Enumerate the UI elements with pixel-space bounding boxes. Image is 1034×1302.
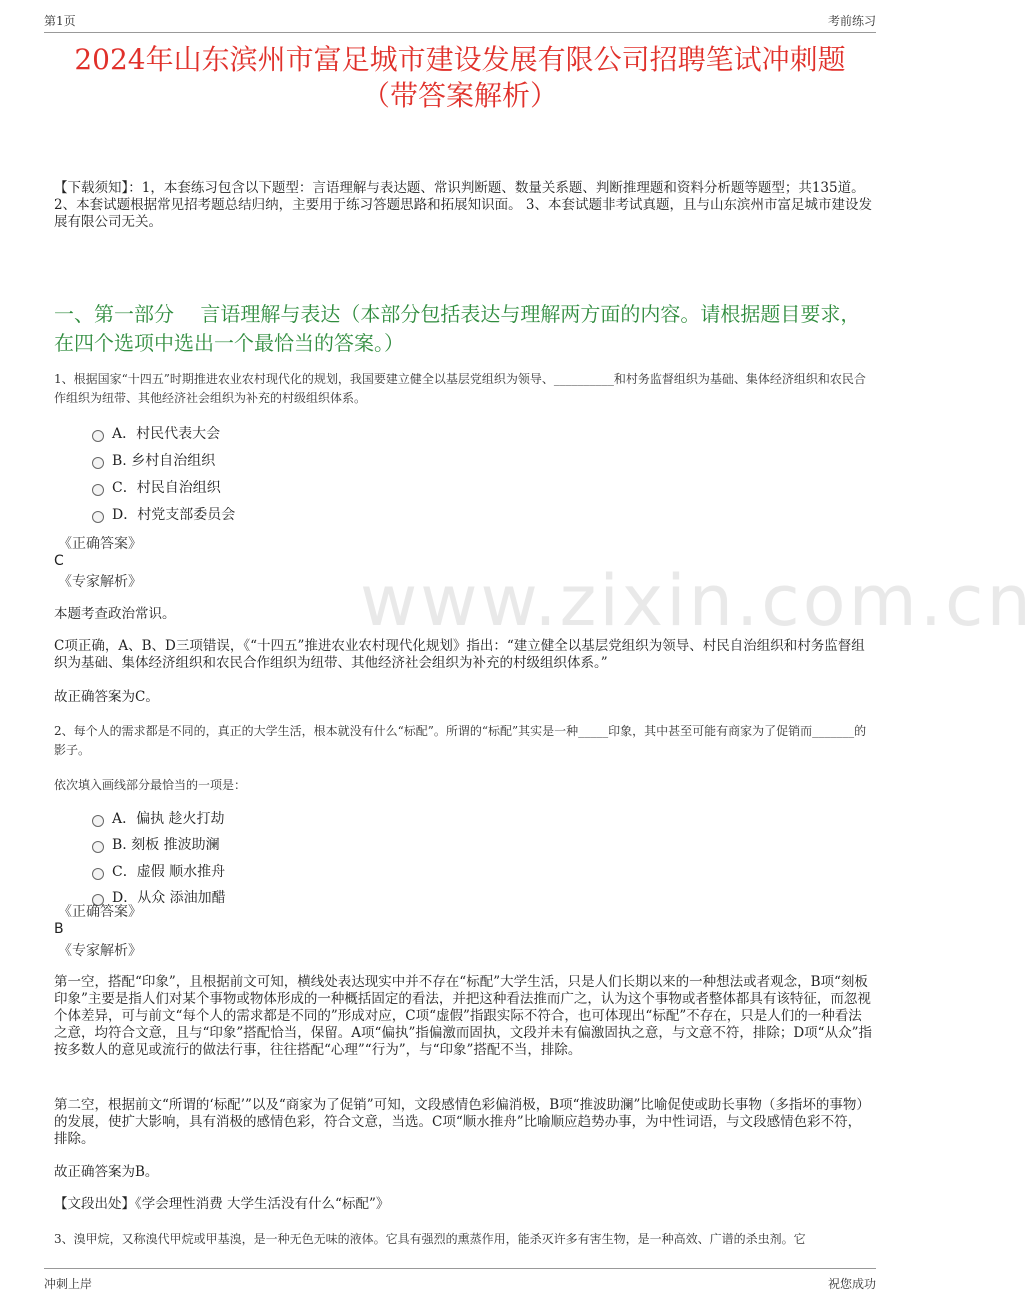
page-number: 第1页 [44, 14, 76, 28]
q1-option-d[interactable]: D．村党支部委员会 [92, 506, 235, 524]
q2-source: 【文段出处】《学会理性消费 大学生活没有什么“标配”》 [54, 1196, 390, 1212]
radio-icon[interactable] [92, 511, 104, 523]
q1-option-c[interactable]: C．村民自治组织 [92, 479, 221, 497]
q2-option-c[interactable]: C．虚假 顺水推舟 [92, 863, 225, 881]
document-title [40, 42, 880, 114]
q2-analysis-3: 故正确答案为B。 [54, 1164, 159, 1180]
header-right-label: 考前练习 [827, 14, 876, 28]
q2-answer: B [54, 921, 64, 937]
q2-option-b[interactable]: B. 刻板 推波助澜 [92, 836, 220, 854]
radio-icon[interactable] [92, 457, 104, 469]
q1-answer: C [54, 553, 64, 569]
question-2-prompt: 依次填入画线部分最恰当的一项是： [54, 778, 247, 792]
radio-icon[interactable] [92, 815, 104, 827]
q1-analysis-1: 本题考查政治常识。 [54, 606, 176, 622]
radio-icon[interactable] [92, 868, 104, 880]
radio-icon[interactable] [92, 430, 104, 442]
radio-icon[interactable] [92, 841, 104, 853]
title-line-1: 2024年山东滨州市富足城市建设发展有限公司招聘笔试冲刺题 [74, 43, 846, 76]
q1-option-b[interactable]: B. 乡村自治组织 [92, 452, 215, 470]
q2-analysis-label: 《专家解析》 [58, 943, 142, 959]
q2-option-d[interactable]: D．从众 添油加醋 [92, 889, 226, 907]
q1-analysis-2: C项正确，A、B、D三项错误，《“十四五”推进农业农村现代化规划》指出：“建立健全以基层党组织为领导、村民自治组织和村务监督组织为基础、集体经济组织和农民合作组织为纽带、其他经济社会组织为补充的村级组织体系。” [54, 638, 865, 671]
page-header [44, 12, 876, 33]
section-heading: 一、第一部分 言语理解与表达（本部分包括表达与理解两方面的内容。请根据题目要求，在四个选项中选出一个最恰当的答案。） [54, 302, 861, 355]
question-2-stem: 2、每个人的需求都是不同的，真正的大学生活，根本就没有什么“标配”。所谓的“标配”其实是一种_____印象，其中甚至可能有商家为了促销而_______的影子。 [54, 724, 867, 757]
page-footer [44, 1268, 876, 1293]
footer-right-label: 祝您成功 [827, 1277, 876, 1291]
q2-option-a[interactable]: A．偏执 趁火打劫 [92, 810, 225, 828]
watermark: www.zixin.com.cn [360, 560, 1034, 642]
question-1-stem: 1、根据国家“十四五”时期推进农业农村现代化的规划，我国要建立健全以基层党组织为领导、__________和村务监督组织为基础、集体经济组织和农民合作组织为纽带、其他经济社会组织为补充的村级组织体系。 [54, 372, 866, 405]
title-line-2: （带答案解析） [361, 79, 558, 112]
q2-answer-label: 《正确答案》 [58, 904, 142, 920]
q1-answer-label: 《正确答案》 [58, 536, 142, 552]
q2-analysis-2: 第二空，根据前文“所谓的‘标配’”以及“商家为了促销”可知，文段感情色彩偏消极，B项“推波助澜”比喻促使或助长事物（多指坏的事物）的发展，使扩大影响，具有消极的感情色彩，符合文意，当选。C项“顺水推舟”比喻顺应趋势办事，为中性词语，与文段感情色彩不符，排除。 [54, 1097, 870, 1147]
q1-analysis-3: 故正确答案为C。 [54, 689, 159, 705]
radio-icon[interactable] [92, 484, 104, 496]
q1-analysis-label: 《专家解析》 [58, 574, 142, 590]
q1-option-a[interactable]: A．村民代表大会 [92, 425, 220, 443]
question-3-stem: 3、溴甲烷，又称溴代甲烷或甲基溴，是一种无色无味的液体。它具有强烈的熏蒸作用，能杀灭许多有害生物，是一种高效、广谱的杀虫剂。它 [54, 1232, 806, 1246]
download-notice: 【下载须知】：1，本套练习包含以下题型：言语理解与表达题、常识判断题、数量关系题、判断推理题和资料分析题等题型；共135道。 2、本套试题根据常见招考题总结归纳，主要用于练习答题思路和拓展知识面。 3、本套试题非考试真题，且与山东滨州市富足城市建设发展有限公司无关。 [54, 180, 872, 230]
footer-left-label: 冲刺上岸 [44, 1277, 93, 1291]
q2-analysis-1: 第一空，搭配“印象”，且根据前文可知，横线处表达现实中并不存在“标配”大学生活，只是人们长期以来的一种想法或者观念，B项“刻板印象”主要是指人们对某个事物或物体形成的一种概括固定的看法，并把这种看法推而广之，认为这个事物或者整体都具有该特征，而忽视个体差异，可与前文“每个人的需求都是不同的”形成对应，C项“虚假”指跟实际不符合，也可体现出“标配”不存在，只是人们的一种看法之意，均符合文意，且与“印象”搭配恰当，保留。A项“偏执”指偏激而固执，文段并未有偏激固执之意，与文意不符，排除；D项“从众”指按多数人的意见或流行的做法行事，往往搭配“心理”“行为”，与“印象”搭配不当，排除。 [54, 974, 872, 1058]
